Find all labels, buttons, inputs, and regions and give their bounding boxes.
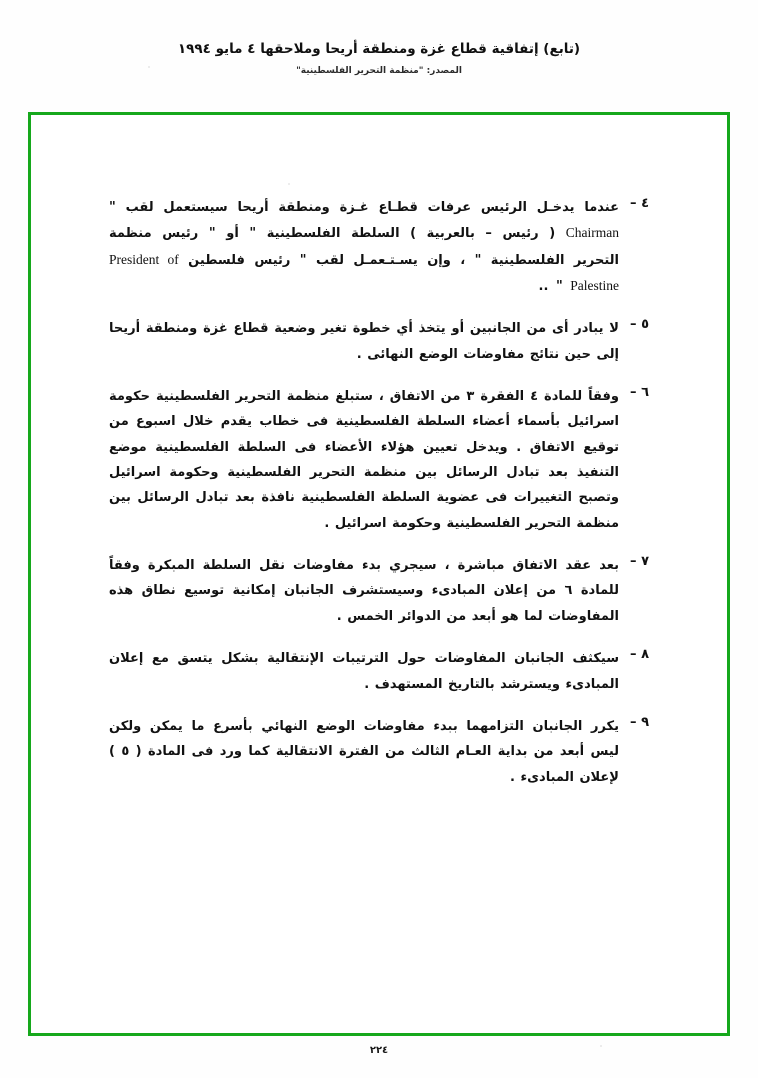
clause-text [109,195,619,299]
clause-marker: ٩ – [630,714,649,730]
clause-marker: ٥ – [630,317,649,333]
green-border-frame [28,112,730,1036]
clause-latin-term: President of Palestine [109,251,619,294]
clause-latin-term: Chairman [565,225,619,241]
clause-text: سيكثف الجانبان المفاوضات حول الترتيبات الإنتقالية بشكل يتسق مع إعلان المبادىء ويسترشد بالتاريخ المستهدف . [109,651,619,692]
list-item [109,384,649,536]
document-title: (تابع) إتفاقية قطاع غزة ومنطقة أريحا وملاحقها ٤ مايو ١٩٩٤ [177,41,581,57]
clause-text-part: عندما يدخـل الرئيس عرفات قطـاع غـزة ومنطقة أريحا سيستعمل لقب " [109,200,619,215]
clause-marker: ٧ – [630,554,649,570]
clause-text-part: " .. [538,279,571,295]
frame-content [31,115,727,1033]
document-source: المصدر: "منظمة التحرير الفلسطينية" [296,65,462,76]
page-number: ٢٢٤ [369,1045,389,1056]
clause-list [109,195,649,790]
print-speckle [148,66,150,68]
list-item [109,195,649,299]
clause-text: بعد عقد الاتفاق مباشرة ، سيجري بدء مفاوضات نقل السلطة المبكرة وفقاً للمادة ٦ من إعلان المبادىء وسيستشرف الجانبان إمكانية توسيع نطاق هذه المفاوضات لما هو أبعد من الدوائر الخمس . [109,558,619,624]
clause-marker: ٤ – [630,196,649,211]
clause-text: وفقاً للمادة ٤ الفقرة ٣ من الاتفاق ، ستبلغ منظمة التحرير الفلسطينية حكومة اسرائيل بأسماء أعضاء السلطة الفلسطينية فى خطاب يقدم خلال اسبوع من توقيع الاتفاق . ويدخل تعيين هؤلاء الأعضاء فى السلطة الفلسطينية موضع التنفيذ بعد تبادل الرسائل بين منظمة التحرير الفلسطينية وحكومة اسرائيل وتصبح التغييرات فى عضوية السلطة الفلسطينية نافذة بعد تبادل الرسائل بين منظمة التحرير الفلسطينية وحكومة اسرائيل . [109,389,619,531]
clause-text: لا يبادر أى من الجانبين أو يتخذ أي خطوة تغير وضعية قطاع غزة ومنطقة أريحا إلى حين نتائج مفاوضات الوضع النهائى . [109,321,619,362]
page-header [0,40,758,76]
clause-marker: ٦ – [630,385,649,401]
clause-text: يكرر الجانبان التزامهما ببدء مفاوضات الوضع النهائي بأسرع ما يمكن ولكن ليس أبعد من بداية العـام الثالث من الفترة الانتقالية كما ورد فى المادة ( ٥ ) لإعلان المبادىء . [109,718,620,785]
list-item [109,553,649,629]
list-item [109,316,649,367]
clause-text-part: ( رئيس – بالعربية ) السلطة الفلسطينية " أو " رئيس منظمة التحرير الفلسطينية " ، وإن يسـتـعمـل لقب " رئيس فلسطين [109,226,619,268]
list-item [109,646,649,697]
print-speckle [600,1045,602,1047]
clause-marker: ٨ – [630,647,649,663]
print-speckle [288,183,290,185]
list-item [109,714,649,790]
